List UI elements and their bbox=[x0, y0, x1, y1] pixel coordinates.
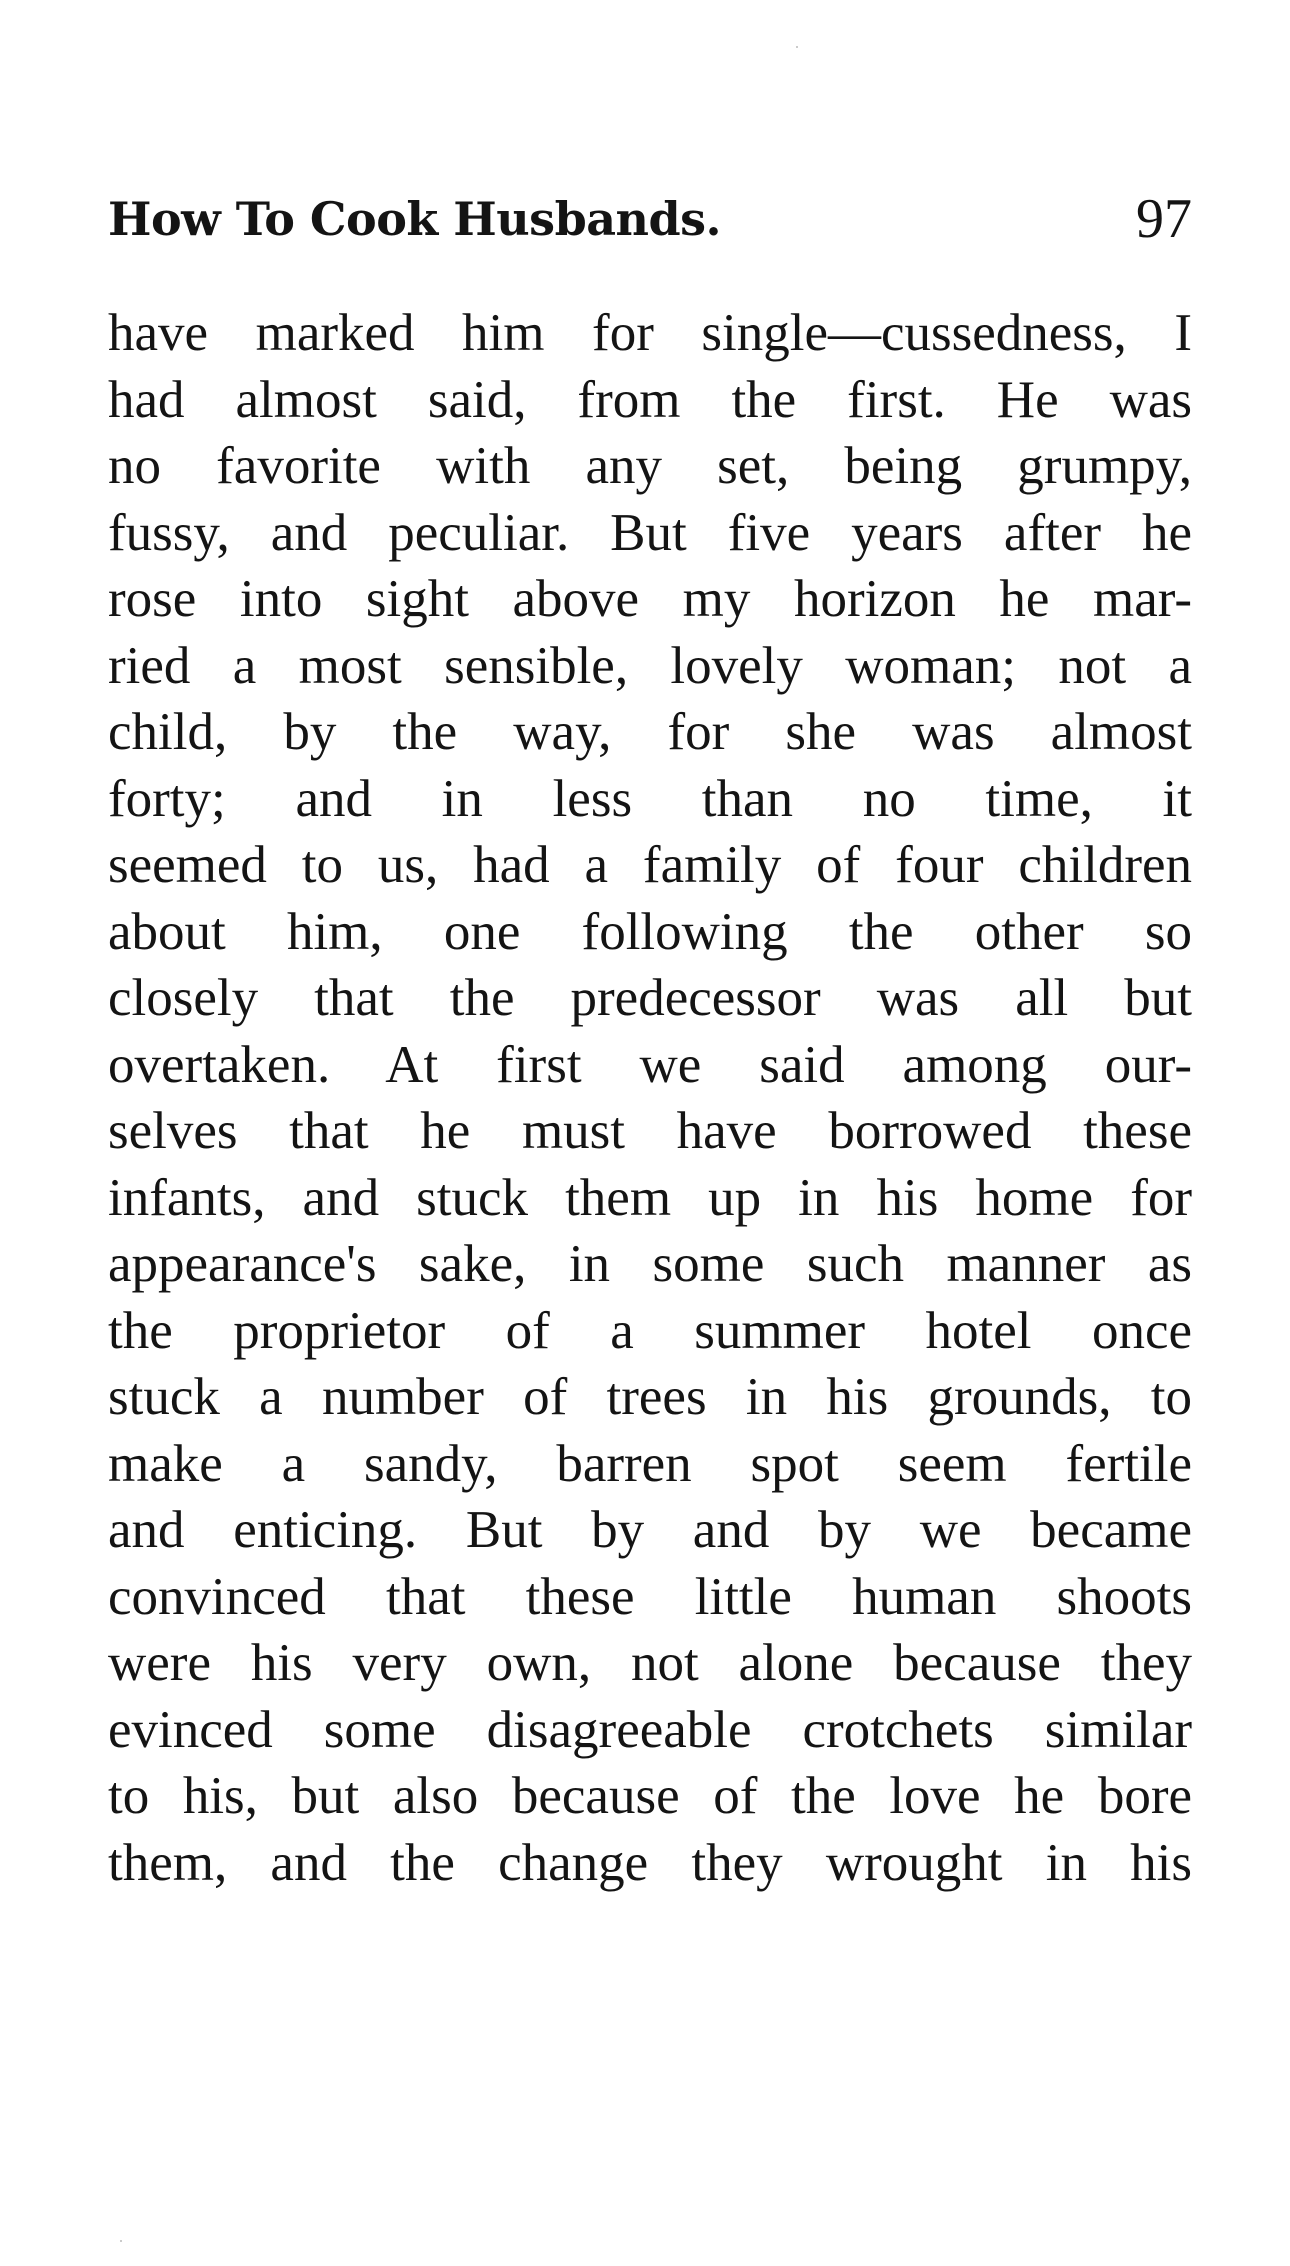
scan-speck-top bbox=[796, 46, 798, 48]
text-line: about him, one following the other so bbox=[108, 902, 1192, 961]
text-line: closely that the predecessor was all but bbox=[108, 969, 1192, 1027]
text-line: selves that he must have borrowed these bbox=[108, 1102, 1192, 1160]
page-number: 97 bbox=[1136, 188, 1192, 250]
text-line: rose into sight above my horizon he mar- bbox=[108, 570, 1192, 628]
text-line: convinced that these little human shoots bbox=[108, 1567, 1192, 1626]
scan-speck-bottom bbox=[120, 2240, 122, 2242]
page-header bbox=[108, 184, 1192, 254]
text-line: no favorite with any set, being grumpy, bbox=[108, 437, 1192, 495]
text-line: them, and the change they wrought in his bbox=[108, 1833, 1192, 1892]
text-line: have marked him for single—cussedness, I bbox=[108, 304, 1192, 362]
text-line: and enticing. But by and by we became bbox=[108, 1501, 1192, 1559]
text-line: evinced some disagreeable crotchets similar bbox=[108, 1700, 1192, 1759]
text-line: child, by the way, for she was almost bbox=[108, 703, 1192, 761]
text-line: infants, and stuck them up in his home for bbox=[108, 1168, 1192, 1227]
text-line: make a sandy, barren spot seem fertile bbox=[108, 1434, 1192, 1493]
text-line: seemed to us, had a family of four children bbox=[108, 836, 1192, 894]
text-line: stuck a number of trees in his grounds, to bbox=[108, 1368, 1192, 1426]
text-line: fussy, and peculiar. But five years after he bbox=[108, 503, 1192, 562]
text-line: had almost said, from the first. He was bbox=[108, 370, 1192, 429]
text-line: overtaken. At first we said among our- bbox=[108, 1035, 1192, 1094]
text-line: appearance's sake, in some such manner as bbox=[108, 1235, 1192, 1293]
text-line: ried a most sensible, lovely woman; not a bbox=[108, 636, 1192, 695]
text-line: were his very own, not alone because they bbox=[108, 1634, 1192, 1692]
running-title: How To Cook Husbands. bbox=[108, 192, 722, 246]
text-line: to his, but also because of the love he bore bbox=[108, 1767, 1192, 1825]
text-line: the proprietor of a summer hotel once bbox=[108, 1301, 1192, 1360]
text-line: forty; and in less than no time, it bbox=[108, 769, 1192, 828]
body-text bbox=[108, 300, 1192, 1896]
